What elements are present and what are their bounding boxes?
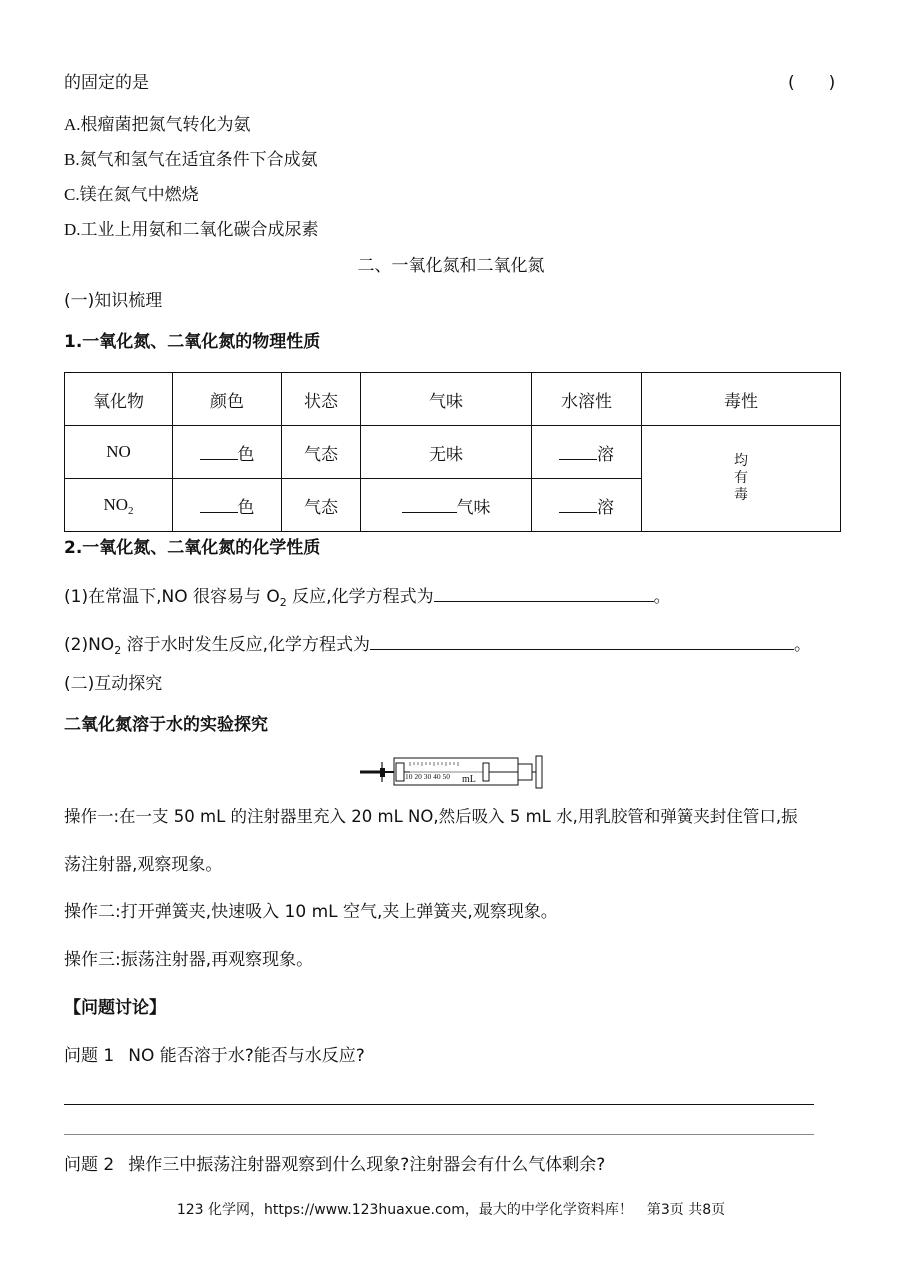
question-text: 操作三中振荡注射器观察到什么现象?注射器会有什么气体剩余? bbox=[128, 1155, 606, 1175]
syringe-scale-label: 10 20 30 40 50 bbox=[405, 772, 450, 781]
chem1-text-post: 反应,化学方程式为 bbox=[286, 587, 434, 607]
discussion-heading: 【问题讨论】 bbox=[64, 998, 166, 1018]
syringe-illustration bbox=[358, 754, 544, 790]
option-text: 镁在氮气中燃烧 bbox=[79, 185, 199, 205]
question-number: 问题 2 bbox=[64, 1155, 115, 1175]
state-cell: 气态 bbox=[282, 426, 361, 479]
operation-1-line-2: 荡注射器,观察现象。 bbox=[64, 855, 223, 875]
answer-blank[interactable] bbox=[402, 495, 457, 513]
option-letter: C. bbox=[64, 185, 80, 204]
section-title: 二、一氧化氮和二氧化氮 bbox=[357, 256, 545, 276]
physical-properties-table bbox=[64, 372, 841, 532]
answer-parentheses: ( ) bbox=[788, 73, 836, 93]
odor-cell bbox=[361, 479, 532, 532]
physical-properties-heading: 1.一氧化氮、二氧化氮的物理性质 bbox=[64, 332, 321, 352]
question-1 bbox=[64, 1045, 365, 1067]
toxicity-char: 均 bbox=[734, 453, 748, 469]
answer-blank[interactable] bbox=[200, 495, 238, 513]
table-header-row bbox=[65, 373, 841, 426]
option-letter: D. bbox=[64, 220, 81, 239]
chem2-text-post: 溶于水时发生反应,化学方程式为 bbox=[121, 635, 370, 655]
chem-question-1 bbox=[64, 584, 671, 608]
experiment-title: 二氧化氮溶于水的实验探究 bbox=[64, 715, 268, 735]
option-d bbox=[64, 219, 319, 241]
chem1-text: (1)在常温下,NO 很容易与 O bbox=[64, 587, 280, 607]
chem-question-2 bbox=[64, 632, 811, 656]
answer-line[interactable] bbox=[64, 1104, 814, 1105]
toxicity-char: 有 bbox=[734, 470, 748, 486]
table-header: 颜色 bbox=[173, 373, 282, 426]
state-cell: 气态 bbox=[282, 479, 361, 532]
odor-suffix: 气味 bbox=[456, 497, 491, 518]
table-header: 氧化物 bbox=[65, 373, 173, 426]
syringe-unit-label: mL bbox=[462, 774, 476, 785]
chemical-properties-heading: 2.一氧化氮、二氧化氮的化学性质 bbox=[64, 538, 321, 558]
table-row bbox=[65, 426, 841, 479]
color-suffix: 色 bbox=[237, 444, 255, 465]
solubility-suffix: 溶 bbox=[597, 497, 614, 518]
option-text: 工业上用氨和二氧化碳合成尿素 bbox=[80, 220, 319, 240]
color-suffix: 色 bbox=[237, 497, 255, 518]
option-c bbox=[64, 184, 199, 206]
option-text: 根瘤菌把氮气转化为氨 bbox=[80, 115, 251, 135]
answer-line[interactable] bbox=[64, 1134, 814, 1135]
question-continuation: 的固定的是 bbox=[64, 73, 149, 93]
answer-blank[interactable] bbox=[200, 442, 238, 460]
oxide-formula: NO bbox=[103, 495, 129, 514]
part2-title: (二)互动探究 bbox=[64, 674, 163, 694]
option-a bbox=[64, 114, 251, 136]
operation-1-line-1: 操作一:在一支 50 mL 的注射器里充入 20 mL NO,然后吸入 5 mL 水,用乳胶管和弹簧夹封住管口,振 bbox=[64, 807, 798, 826]
chem1-subscript: 2 bbox=[279, 596, 287, 609]
table-header: 毒性 bbox=[642, 373, 841, 426]
solubility-cell bbox=[532, 479, 642, 532]
chem2-text: (2)NO bbox=[64, 635, 115, 655]
option-letter: A. bbox=[64, 115, 81, 134]
solubility-suffix: 溶 bbox=[597, 444, 614, 465]
oxide-subscript: 2 bbox=[128, 505, 134, 517]
answer-blank[interactable] bbox=[370, 632, 794, 650]
oxide-cell bbox=[65, 426, 173, 479]
question-2 bbox=[64, 1154, 605, 1176]
toxicity-char: 毒 bbox=[734, 487, 748, 503]
solubility-cell bbox=[532, 426, 642, 479]
option-text: 氮气和氢气在适宜条件下合成氨 bbox=[79, 150, 318, 170]
table-header: 气味 bbox=[361, 373, 532, 426]
operation-3: 操作三:振荡注射器,再观察现象。 bbox=[64, 950, 314, 970]
oxide-formula: NO bbox=[106, 442, 131, 461]
chem1-period: 。 bbox=[653, 587, 671, 607]
option-b bbox=[64, 149, 318, 171]
part1-title: (一)知识梳理 bbox=[64, 291, 163, 311]
question-number: 问题 1 bbox=[64, 1046, 115, 1066]
table-header: 水溶性 bbox=[532, 373, 642, 426]
color-cell bbox=[173, 479, 282, 532]
table-header: 状态 bbox=[282, 373, 361, 426]
option-letter: B. bbox=[64, 150, 80, 169]
operation-2: 操作二:打开弹簧夹,快速吸入 10 mL 空气,夹上弹簧夹,观察现象。 bbox=[64, 902, 558, 922]
odor-cell: 无味 bbox=[361, 426, 532, 479]
toxicity-cell bbox=[642, 426, 841, 532]
question-text: NO 能否溶于水?能否与水反应? bbox=[128, 1046, 365, 1066]
color-cell bbox=[173, 426, 282, 479]
answer-blank[interactable] bbox=[559, 442, 597, 460]
answer-blank[interactable] bbox=[559, 495, 597, 513]
chem2-period: 。 bbox=[794, 635, 811, 655]
oxide-cell bbox=[65, 479, 173, 532]
answer-blank[interactable] bbox=[434, 584, 654, 602]
chem2-subscript: 2 bbox=[114, 644, 122, 657]
page-footer: 123 化学网，https://www.123huaxue.com，最大的中学化学资料库！ 第3页 共8页 bbox=[176, 1202, 726, 1218]
